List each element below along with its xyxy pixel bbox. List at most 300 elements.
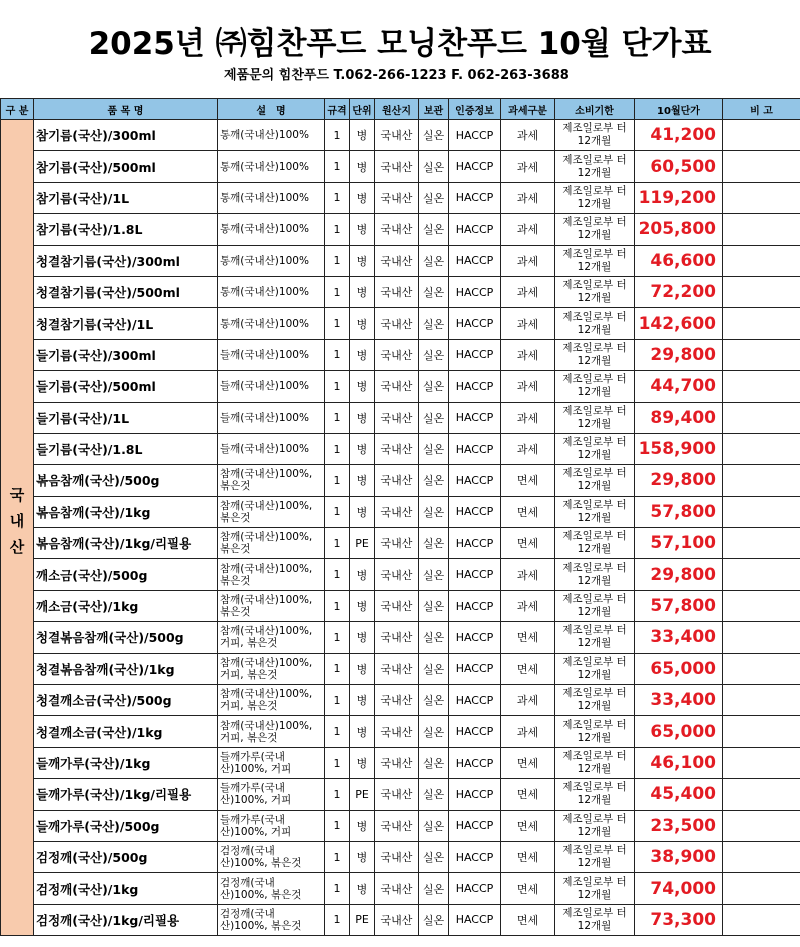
- origin-cell: 국내산: [375, 685, 419, 716]
- cert-cell: HACCP: [449, 496, 501, 527]
- product-description: 참깨(국내산)100%, 볶은것: [218, 528, 325, 559]
- category-char: 산: [9, 537, 25, 556]
- tax-cell: 과세: [501, 433, 555, 464]
- price-cell: 29,800: [635, 339, 723, 370]
- unit-cell: 병: [350, 214, 375, 245]
- note-cell: [723, 810, 800, 841]
- product-name: 깨소금(국산)/500g: [34, 559, 218, 590]
- storage-cell: 실온: [419, 151, 449, 182]
- note-cell: [723, 120, 800, 151]
- tax-cell: 면세: [501, 496, 555, 527]
- origin-cell: 국내산: [375, 214, 419, 245]
- spec-cell: 1: [325, 120, 350, 151]
- product-name: 들기름(국산)/1L: [34, 402, 218, 433]
- expiry-cell: 제조일로부 터 12개월: [555, 465, 635, 496]
- price-cell: 74,000: [635, 873, 723, 904]
- column-header: 구 분: [1, 99, 34, 120]
- tax-cell: 과세: [501, 182, 555, 213]
- price-cell: 65,000: [635, 653, 723, 684]
- unit-cell: 병: [350, 873, 375, 904]
- table-row: [1, 873, 800, 904]
- note-cell: [723, 308, 800, 339]
- category-cell: [1, 120, 34, 936]
- product-description: 참깨(국내산)100%, 거피, 볶은것: [218, 716, 325, 747]
- tax-cell: 면세: [501, 653, 555, 684]
- product-name: 볶음참깨(국산)/1kg: [34, 496, 218, 527]
- product-name: 들깨가루(국산)/500g: [34, 810, 218, 841]
- tax-cell: 면세: [501, 873, 555, 904]
- spec-cell: 1: [325, 465, 350, 496]
- spec-cell: 1: [325, 685, 350, 716]
- cert-cell: HACCP: [449, 841, 501, 872]
- table-row: [1, 245, 800, 276]
- header: [0, 0, 800, 99]
- expiry-cell: 제조일로부 터 12개월: [555, 559, 635, 590]
- expiry-cell: 제조일로부 터 12개월: [555, 402, 635, 433]
- column-header: 보관: [419, 99, 449, 120]
- unit-cell: 병: [350, 371, 375, 402]
- unit-cell: 병: [350, 685, 375, 716]
- spec-cell: 1: [325, 182, 350, 213]
- product-description: 통깨(국내산)100%: [218, 276, 325, 307]
- note-cell: [723, 402, 800, 433]
- price-cell: 41,200: [635, 120, 723, 151]
- price-cell: 29,800: [635, 465, 723, 496]
- product-name: 들기름(국산)/500ml: [34, 371, 218, 402]
- price-cell: 205,800: [635, 214, 723, 245]
- note-cell: [723, 433, 800, 464]
- note-cell: [723, 622, 800, 653]
- origin-cell: 국내산: [375, 245, 419, 276]
- storage-cell: 실온: [419, 308, 449, 339]
- product-name: 청결참기름(국산)/500ml: [34, 276, 218, 307]
- origin-cell: 국내산: [375, 182, 419, 213]
- expiry-cell: 제조일로부 터 12개월: [555, 810, 635, 841]
- expiry-cell: 제조일로부 터 12개월: [555, 433, 635, 464]
- note-cell: [723, 716, 800, 747]
- spec-cell: 1: [325, 716, 350, 747]
- cert-cell: HACCP: [449, 873, 501, 904]
- origin-cell: 국내산: [375, 276, 419, 307]
- storage-cell: 실온: [419, 653, 449, 684]
- cert-cell: HACCP: [449, 151, 501, 182]
- spec-cell: 1: [325, 245, 350, 276]
- product-description: 검정깨(국내 산)100%, 볶은것: [218, 873, 325, 904]
- column-header: 단위: [350, 99, 375, 120]
- tax-cell: 면세: [501, 465, 555, 496]
- note-cell: [723, 339, 800, 370]
- spec-cell: 1: [325, 371, 350, 402]
- expiry-cell: 제조일로부 터 12개월: [555, 873, 635, 904]
- unit-cell: 병: [350, 182, 375, 213]
- tax-cell: 면세: [501, 810, 555, 841]
- note-cell: [723, 214, 800, 245]
- storage-cell: 실온: [419, 182, 449, 213]
- product-description: 참깨(국내산)100%, 볶은것: [218, 559, 325, 590]
- note-cell: [723, 653, 800, 684]
- storage-cell: 실온: [419, 433, 449, 464]
- table-row: [1, 402, 800, 433]
- cert-cell: HACCP: [449, 339, 501, 370]
- table-row: [1, 528, 800, 559]
- expiry-cell: 제조일로부 터 12개월: [555, 528, 635, 559]
- cert-cell: HACCP: [449, 433, 501, 464]
- column-header: 비 고: [723, 99, 800, 120]
- table-row: [1, 214, 800, 245]
- product-description: 통깨(국내산)100%: [218, 120, 325, 151]
- tax-cell: 면세: [501, 904, 555, 935]
- cert-cell: HACCP: [449, 747, 501, 778]
- note-cell: [723, 873, 800, 904]
- unit-cell: 병: [350, 747, 375, 778]
- unit-cell: 병: [350, 810, 375, 841]
- spec-cell: 1: [325, 653, 350, 684]
- spec-cell: 1: [325, 873, 350, 904]
- product-description: 통깨(국내산)100%: [218, 182, 325, 213]
- product-name: 청결볶음참깨(국산)/500g: [34, 622, 218, 653]
- origin-cell: 국내산: [375, 779, 419, 810]
- product-name: 참기름(국산)/1L: [34, 182, 218, 213]
- storage-cell: 실온: [419, 685, 449, 716]
- storage-cell: 실온: [419, 496, 449, 527]
- spec-cell: 1: [325, 590, 350, 621]
- unit-cell: 병: [350, 120, 375, 151]
- product-description: 참깨(국내산)100%, 볶은것: [218, 590, 325, 621]
- spec-cell: 1: [325, 433, 350, 464]
- storage-cell: 실온: [419, 559, 449, 590]
- product-name: 들기름(국산)/300ml: [34, 339, 218, 370]
- spec-cell: 1: [325, 151, 350, 182]
- expiry-cell: 제조일로부 터 12개월: [555, 245, 635, 276]
- expiry-cell: 제조일로부 터 12개월: [555, 716, 635, 747]
- tax-cell: 과세: [501, 559, 555, 590]
- storage-cell: 실온: [419, 716, 449, 747]
- note-cell: [723, 371, 800, 402]
- cert-cell: HACCP: [449, 120, 501, 151]
- origin-cell: 국내산: [375, 590, 419, 621]
- unit-cell: 병: [350, 653, 375, 684]
- origin-cell: 국내산: [375, 747, 419, 778]
- product-name: 볶음참깨(국산)/500g: [34, 465, 218, 496]
- note-cell: [723, 779, 800, 810]
- product-name: 검정깨(국산)/1kg: [34, 873, 218, 904]
- tax-cell: 면세: [501, 779, 555, 810]
- cert-cell: HACCP: [449, 779, 501, 810]
- column-header: 품 목 명: [34, 99, 218, 120]
- column-header: 설 명: [218, 99, 325, 120]
- storage-cell: 실온: [419, 528, 449, 559]
- unit-cell: 병: [350, 559, 375, 590]
- unit-cell: 병: [350, 245, 375, 276]
- product-description: 참깨(국내산)100%, 거피, 볶은것: [218, 622, 325, 653]
- expiry-cell: 제조일로부 터 12개월: [555, 151, 635, 182]
- price-cell: 57,800: [635, 590, 723, 621]
- tax-cell: 과세: [501, 402, 555, 433]
- page-title: 2025년 ㈜힘찬푸드 모닝찬푸드 10월 단가표: [88, 26, 712, 62]
- tax-cell: 과세: [501, 151, 555, 182]
- column-header: 규격: [325, 99, 350, 120]
- note-cell: [723, 528, 800, 559]
- origin-cell: 국내산: [375, 433, 419, 464]
- tax-cell: 면세: [501, 747, 555, 778]
- product-description: 검정깨(국내 산)100%, 볶은것: [218, 841, 325, 872]
- tax-cell: 면세: [501, 841, 555, 872]
- table-row: [1, 841, 800, 872]
- spec-cell: 1: [325, 308, 350, 339]
- storage-cell: 실온: [419, 810, 449, 841]
- note-cell: [723, 276, 800, 307]
- tax-cell: 과세: [501, 685, 555, 716]
- spec-cell: 1: [325, 339, 350, 370]
- cert-cell: HACCP: [449, 685, 501, 716]
- table-row: [1, 716, 800, 747]
- unit-cell: PE: [350, 779, 375, 810]
- storage-cell: 실온: [419, 904, 449, 935]
- table-row: [1, 465, 800, 496]
- contact-info: 제품문의 힘찬푸드 T.062-266-1223 F. 062-263-3688: [224, 68, 569, 83]
- price-cell: 33,400: [635, 685, 723, 716]
- note-cell: [723, 182, 800, 213]
- unit-cell: 병: [350, 841, 375, 872]
- origin-cell: 국내산: [375, 904, 419, 935]
- price-cell: 57,800: [635, 496, 723, 527]
- price-cell: 33,400: [635, 622, 723, 653]
- expiry-cell: 제조일로부 터 12개월: [555, 182, 635, 213]
- spec-cell: 1: [325, 904, 350, 935]
- price-cell: 46,600: [635, 245, 723, 276]
- storage-cell: 실온: [419, 339, 449, 370]
- unit-cell: PE: [350, 528, 375, 559]
- cert-cell: HACCP: [449, 653, 501, 684]
- unit-cell: 병: [350, 402, 375, 433]
- spec-cell: 1: [325, 214, 350, 245]
- cert-cell: HACCP: [449, 245, 501, 276]
- unit-cell: 병: [350, 716, 375, 747]
- unit-cell: 병: [350, 151, 375, 182]
- price-cell: 72,200: [635, 276, 723, 307]
- table-row: [1, 276, 800, 307]
- storage-cell: 실온: [419, 622, 449, 653]
- origin-cell: 국내산: [375, 528, 419, 559]
- tax-cell: 과세: [501, 590, 555, 621]
- expiry-cell: 제조일로부 터 12개월: [555, 308, 635, 339]
- table-row: [1, 810, 800, 841]
- price-cell: 73,300: [635, 904, 723, 935]
- product-description: 통깨(국내산)100%: [218, 308, 325, 339]
- storage-cell: 실온: [419, 276, 449, 307]
- origin-cell: 국내산: [375, 873, 419, 904]
- tax-cell: 과세: [501, 371, 555, 402]
- price-cell: 142,600: [635, 308, 723, 339]
- product-name: 검정깨(국산)/1kg/리필용: [34, 904, 218, 935]
- product-description: 검정깨(국내 산)100%, 볶은것: [218, 904, 325, 935]
- product-description: 참깨(국내산)100%, 거피, 볶은것: [218, 653, 325, 684]
- unit-cell: 병: [350, 308, 375, 339]
- note-cell: [723, 465, 800, 496]
- storage-cell: 실온: [419, 779, 449, 810]
- table-row: [1, 120, 800, 151]
- tax-cell: 면세: [501, 622, 555, 653]
- expiry-cell: 제조일로부 터 12개월: [555, 496, 635, 527]
- product-name: 청결참기름(국산)/300ml: [34, 245, 218, 276]
- cert-cell: HACCP: [449, 622, 501, 653]
- table-row: [1, 182, 800, 213]
- spec-cell: 1: [325, 841, 350, 872]
- product-description: 들깨가루(국내 산)100%, 거피: [218, 779, 325, 810]
- price-table: [0, 98, 800, 936]
- origin-cell: 국내산: [375, 371, 419, 402]
- price-cell: 29,800: [635, 559, 723, 590]
- cert-cell: HACCP: [449, 904, 501, 935]
- price-cell: 46,100: [635, 747, 723, 778]
- storage-cell: 실온: [419, 402, 449, 433]
- table-row: [1, 779, 800, 810]
- table-row: [1, 339, 800, 370]
- tax-cell: 과세: [501, 245, 555, 276]
- price-cell: 45,400: [635, 779, 723, 810]
- cert-cell: HACCP: [449, 308, 501, 339]
- spec-cell: 1: [325, 528, 350, 559]
- note-cell: [723, 747, 800, 778]
- spec-cell: 1: [325, 276, 350, 307]
- expiry-cell: 제조일로부 터 12개월: [555, 779, 635, 810]
- price-cell: 158,900: [635, 433, 723, 464]
- table-row: [1, 559, 800, 590]
- product-description: 참깨(국내산)100%, 볶은것: [218, 465, 325, 496]
- unit-cell: 병: [350, 496, 375, 527]
- note-cell: [723, 496, 800, 527]
- column-header: 인증정보: [449, 99, 501, 120]
- unit-cell: PE: [350, 904, 375, 935]
- origin-cell: 국내산: [375, 841, 419, 872]
- product-name: 참기름(국산)/1.8L: [34, 214, 218, 245]
- column-header: 소비기한: [555, 99, 635, 120]
- table-row: [1, 904, 800, 935]
- tax-cell: 면세: [501, 528, 555, 559]
- cert-cell: HACCP: [449, 214, 501, 245]
- storage-cell: 실온: [419, 590, 449, 621]
- expiry-cell: 제조일로부 터 12개월: [555, 747, 635, 778]
- table-row: [1, 371, 800, 402]
- product-description: 들깨(국내산)100%: [218, 371, 325, 402]
- price-cell: 44,700: [635, 371, 723, 402]
- spec-cell: 1: [325, 747, 350, 778]
- spec-cell: 1: [325, 810, 350, 841]
- table-row: [1, 685, 800, 716]
- expiry-cell: 제조일로부 터 12개월: [555, 685, 635, 716]
- product-name: 참기름(국산)/500ml: [34, 151, 218, 182]
- origin-cell: 국내산: [375, 151, 419, 182]
- table-row: [1, 653, 800, 684]
- product-name: 청결깨소금(국산)/500g: [34, 685, 218, 716]
- column-header: 10월단가: [635, 99, 723, 120]
- note-cell: [723, 151, 800, 182]
- origin-cell: 국내산: [375, 716, 419, 747]
- price-cell: 119,200: [635, 182, 723, 213]
- storage-cell: 실온: [419, 245, 449, 276]
- expiry-cell: 제조일로부 터 12개월: [555, 120, 635, 151]
- product-name: 들깨가루(국산)/1kg: [34, 747, 218, 778]
- cert-cell: HACCP: [449, 810, 501, 841]
- price-cell: 23,500: [635, 810, 723, 841]
- spec-cell: 1: [325, 559, 350, 590]
- expiry-cell: 제조일로부 터 12개월: [555, 653, 635, 684]
- cert-cell: HACCP: [449, 402, 501, 433]
- price-cell: 65,000: [635, 716, 723, 747]
- product-name: 청결깨소금(국산)/1kg: [34, 716, 218, 747]
- storage-cell: 실온: [419, 873, 449, 904]
- unit-cell: 병: [350, 339, 375, 370]
- product-description: 들깨(국내산)100%: [218, 402, 325, 433]
- origin-cell: 국내산: [375, 402, 419, 433]
- spec-cell: 1: [325, 779, 350, 810]
- table-header-row: [1, 99, 800, 120]
- tax-cell: 과세: [501, 120, 555, 151]
- cert-cell: HACCP: [449, 182, 501, 213]
- tax-cell: 과세: [501, 214, 555, 245]
- table-row: [1, 308, 800, 339]
- spec-cell: 1: [325, 496, 350, 527]
- note-cell: [723, 904, 800, 935]
- table-row: [1, 747, 800, 778]
- expiry-cell: 제조일로부 터 12개월: [555, 622, 635, 653]
- origin-cell: 국내산: [375, 559, 419, 590]
- storage-cell: 실온: [419, 120, 449, 151]
- origin-cell: 국내산: [375, 622, 419, 653]
- product-description: 들깨(국내산)100%: [218, 433, 325, 464]
- cert-cell: HACCP: [449, 528, 501, 559]
- table-row: [1, 622, 800, 653]
- product-name: 들기름(국산)/1.8L: [34, 433, 218, 464]
- storage-cell: 실온: [419, 747, 449, 778]
- product-name: 청결참기름(국산)/1L: [34, 308, 218, 339]
- tax-cell: 과세: [501, 339, 555, 370]
- table-body: [1, 120, 800, 936]
- product-name: 들깨가루(국산)/1kg/리필용: [34, 779, 218, 810]
- note-cell: [723, 590, 800, 621]
- table-row: [1, 433, 800, 464]
- storage-cell: 실온: [419, 841, 449, 872]
- expiry-cell: 제조일로부 터 12개월: [555, 214, 635, 245]
- spec-cell: 1: [325, 622, 350, 653]
- product-description: 참깨(국내산)100%, 볶은것: [218, 496, 325, 527]
- unit-cell: 병: [350, 465, 375, 496]
- origin-cell: 국내산: [375, 120, 419, 151]
- cert-cell: HACCP: [449, 716, 501, 747]
- storage-cell: 실온: [419, 371, 449, 402]
- product-name: 볶음참깨(국산)/1kg/리필용: [34, 528, 218, 559]
- product-name: 깨소금(국산)/1kg: [34, 590, 218, 621]
- cert-cell: HACCP: [449, 465, 501, 496]
- note-cell: [723, 841, 800, 872]
- category-char: 내: [9, 511, 25, 530]
- origin-cell: 국내산: [375, 810, 419, 841]
- note-cell: [723, 685, 800, 716]
- price-cell: 60,500: [635, 151, 723, 182]
- expiry-cell: 제조일로부 터 12개월: [555, 590, 635, 621]
- product-description: 들깨가루(국내 산)100%, 거피: [218, 747, 325, 778]
- origin-cell: 국내산: [375, 308, 419, 339]
- expiry-cell: 제조일로부 터 12개월: [555, 371, 635, 402]
- product-description: 참깨(국내산)100%, 거피, 볶은것: [218, 685, 325, 716]
- product-name: 검정깨(국산)/500g: [34, 841, 218, 872]
- table-row: [1, 151, 800, 182]
- unit-cell: 병: [350, 622, 375, 653]
- spec-cell: 1: [325, 402, 350, 433]
- storage-cell: 실온: [419, 214, 449, 245]
- product-description: 통깨(국내산)100%: [218, 245, 325, 276]
- origin-cell: 국내산: [375, 339, 419, 370]
